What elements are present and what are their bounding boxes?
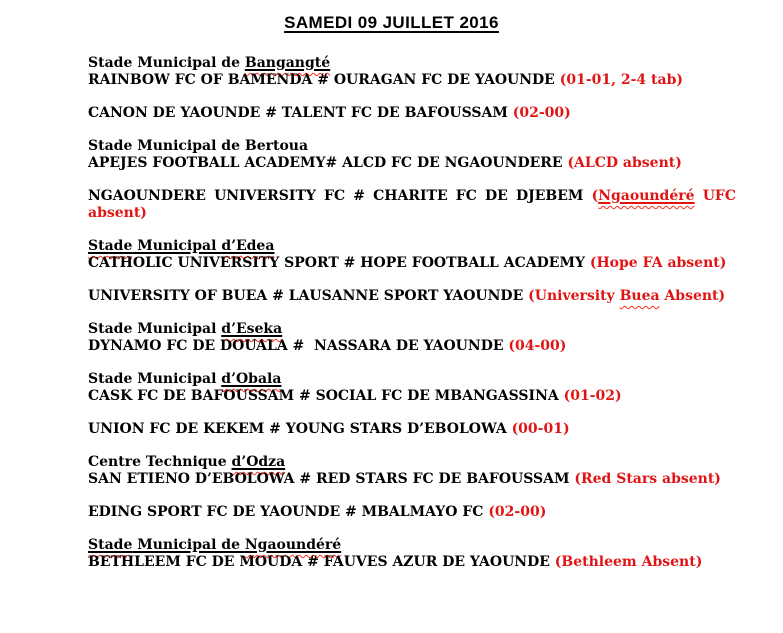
misspelled-word: Stade [88, 537, 133, 553]
match-result: (ALCD absent) [567, 155, 682, 171]
venue-text [245, 55, 330, 71]
team-names: EDING SPORT FC DE YAOUNDE # MBALMAYO FC [88, 504, 489, 520]
venue-text: Municipal de [132, 537, 245, 553]
venue-text: Stade Municipal de [88, 55, 245, 71]
match-result: (Hope FA absent) [589, 255, 727, 271]
match-result: (01-02) [563, 388, 622, 404]
match-result: (Red Stars absent) [574, 471, 721, 487]
match-result: (02-00) [488, 504, 547, 520]
venue-heading [88, 537, 736, 554]
match-line [88, 72, 736, 89]
match-line-row [88, 205, 736, 222]
match-line [88, 421, 736, 438]
match-result: (University [528, 288, 620, 304]
misspelled-word: Ngaoundéré [598, 188, 695, 204]
match-line [88, 188, 736, 222]
venue-heading [88, 238, 736, 255]
venue-heading [88, 454, 736, 471]
team-names: CASK FC DE BAFOUSSAM # SOCIAL FC DE MBANGASSINA [88, 388, 564, 404]
venue-text [232, 454, 286, 470]
misspelled-word: Buea [619, 288, 660, 304]
match-result: UFC [694, 188, 736, 204]
team-names: CANON DE YAOUNDE # TALENT FC DE BAFOUSSAM [88, 105, 513, 121]
match-result: (02-00) [512, 105, 571, 121]
team-names: NGAOUNDERE UNIVERSITY FC # CHARITE FC DE DJEBEM [88, 188, 592, 204]
venue-text [245, 537, 341, 553]
match-result [620, 288, 660, 304]
match-line-row [88, 188, 736, 205]
venue-text: Stade Municipal de Bertoua [88, 138, 309, 154]
venue-text: Municipal [132, 238, 222, 254]
document-title: SAMEDI 09 JUILLET 2016 [284, 13, 499, 32]
venue-heading [88, 371, 736, 388]
match-line [88, 554, 736, 571]
match-line [88, 471, 736, 488]
venue-heading [88, 321, 736, 338]
venue-text: Stade Municipal [88, 371, 222, 387]
match-line [88, 388, 736, 405]
match-line [88, 255, 736, 272]
document-body [88, 55, 736, 587]
team-names: RAINBOW FC OF BAMENDA # OURAGAN FC DE YAOUNDE [88, 72, 560, 88]
team-names: DYNAMO FC DE DOUALA # NASSARA DE YAOUNDE [88, 338, 509, 354]
venue-text: Centre Technique [88, 454, 232, 470]
misspelled-word: d’Odza [231, 454, 286, 470]
match-result [598, 188, 694, 204]
team-names: UNIVERSITY OF BUEA # LAUSANNE SPORT YAOUNDE [88, 288, 529, 304]
match-line [88, 105, 736, 122]
team-names: BETHLEEM FC DE MOUDA # FAUVES AZUR DE YAOUNDE [88, 554, 555, 570]
team-names: CATHOLIC UNIVERSITY SPORT # HOPE FOOTBALL ACADEMY [88, 255, 590, 271]
match-line [88, 338, 736, 355]
venue-text [88, 537, 132, 553]
team-names: SAN ETIENO D’EBOLOWA # RED STARS FC DE BAFOUSSAM [88, 471, 575, 487]
venue-heading [88, 138, 736, 155]
match-line [88, 504, 736, 521]
match-result: absent) [88, 205, 147, 221]
match-line [88, 288, 736, 305]
team-names: APEJES FOOTBALL ACADEMY# ALCD FC DE NGAOUNDERE [88, 155, 568, 171]
venue-heading [88, 55, 736, 72]
match-result: ( [591, 188, 599, 204]
match-result: (04-00) [508, 338, 567, 354]
match-result: (Bethleem Absent) [554, 554, 703, 570]
misspelled-word: Ngaoundéré [244, 537, 342, 553]
misspelled-word: d’Edea [221, 238, 275, 254]
venue-text [221, 371, 281, 387]
team-names: UNION FC DE KEKEM # YOUNG STARS D’EBOLOWA [88, 421, 512, 437]
venue-text [88, 238, 132, 254]
misspelled-word: d’Obala [221, 371, 282, 387]
match-result: (01-01, 2-4 tab) [559, 72, 683, 88]
misspelled-word: d’Eseka [221, 321, 283, 337]
venue-text [221, 238, 274, 254]
misspelled-word: Stade [88, 238, 133, 254]
venue-text [221, 321, 282, 337]
match-result: Absent) [659, 288, 726, 304]
misspelled-word: Bangangté [244, 55, 331, 71]
match-result: (00-01) [511, 421, 570, 437]
venue-text: Stade Municipal [88, 321, 222, 337]
match-line [88, 155, 736, 172]
